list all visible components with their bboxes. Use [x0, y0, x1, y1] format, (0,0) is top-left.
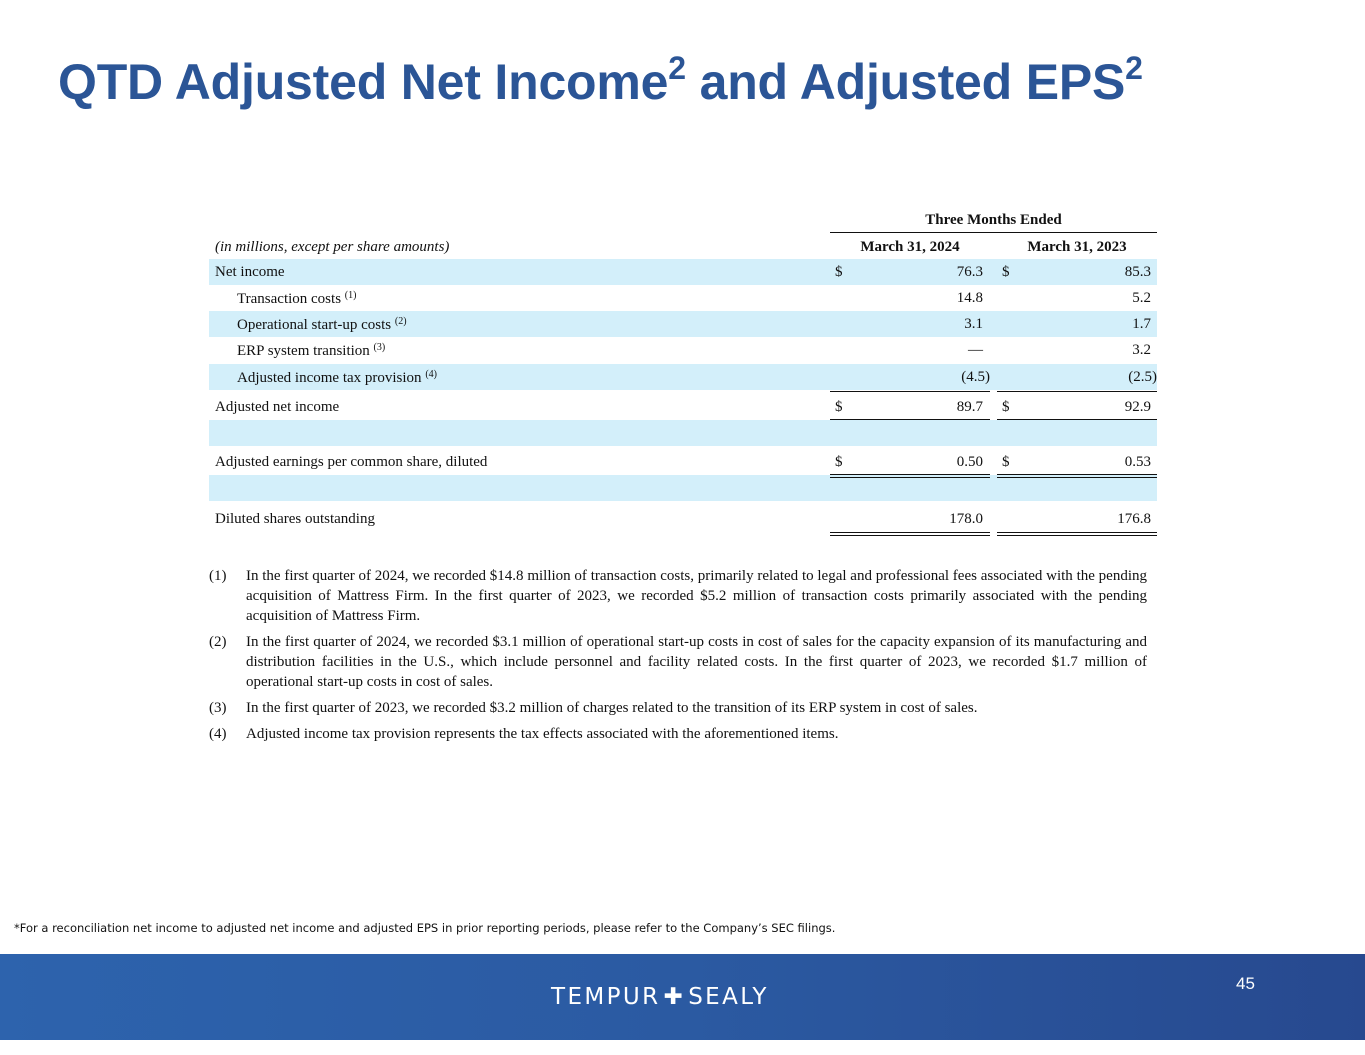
page-number: 45 [1236, 974, 1255, 993]
footer-bar [0, 954, 1365, 1040]
disclaimer: *For a reconciliation net income to adjusted net income and adjusted EPS in prior reporting periods, please refer to the Company’s SEC filings. [14, 921, 836, 935]
column-header-2024: March 31, 2024 [860, 239, 960, 255]
spacer-row [209, 420, 1157, 446]
slide-title: QTD Adjusted Net Income$^2$ and Adjusted EPS$^2$ [58, 50, 1143, 110]
table-row: Adjusted net income $ 89.7 $ 92.9 [215, 399, 1151, 415]
group-header: Three Months Ended [925, 212, 1062, 228]
table-row: Transaction costs $^{(1)}$ 14.8 5.2 [237, 290, 1151, 307]
footnote-2: (2) In the first quarter of 2024, we recorded $3.1 million of operational start-up costs in cost of sales for the capacity expansion of its manufacturing and distribution facilities in the U.S., which include personnel and facility related costs. In the first quarter of 2023, we recorded $1.7 million of operational start-up costs in cost of sales. [209, 634, 1147, 690]
column-header-2023: March 31, 2023 [1027, 239, 1127, 255]
plus-icon: ✚ [663, 984, 686, 1010]
spacer-row [209, 475, 1157, 501]
table-row: ERP system transition $^{(3)}$ — 3.2 [237, 342, 1151, 359]
tempur-sealy-logo: TEMPUR ✚ SEALY [551, 984, 769, 1010]
table-row: Net income $ 76.3 $ 85.3 [209, 259, 1157, 285]
table-row: Adjusted income tax provision $^{(4)}$ (4.5) (2.5) [209, 364, 1157, 390]
table-row: Operational start-up costs $^{(2)}$ 3.1 1.7 [209, 311, 1157, 337]
footnotes [209, 566, 1147, 750]
footnote-3: (3) In the first quarter of 2023, we recorded $3.2 million of charges related to the transition of its ERP system in cost of sales. [209, 700, 978, 716]
footnote-1: (1) In the first quarter of 2024, we recorded $14.8 million of transaction costs, primarily related to legal and professional fees associated with the pending acquisition of Mattress Firm. In the first quarter of 2023, we recorded $5.2 million of transaction costs primarily associated with the pending acquisition of Mattress Firm. [209, 568, 1147, 624]
footnote-4: (4) Adjusted income tax provision represents the tax effects associated with the aforementioned items. [209, 726, 839, 742]
unit-label: (in millions, except per share amounts) [215, 239, 450, 255]
table-row: Adjusted earnings per common share, diluted $ 0.50 $ 0.53 [215, 454, 1151, 470]
table-row: Diluted shares outstanding 178.0 176.8 [215, 511, 1151, 527]
